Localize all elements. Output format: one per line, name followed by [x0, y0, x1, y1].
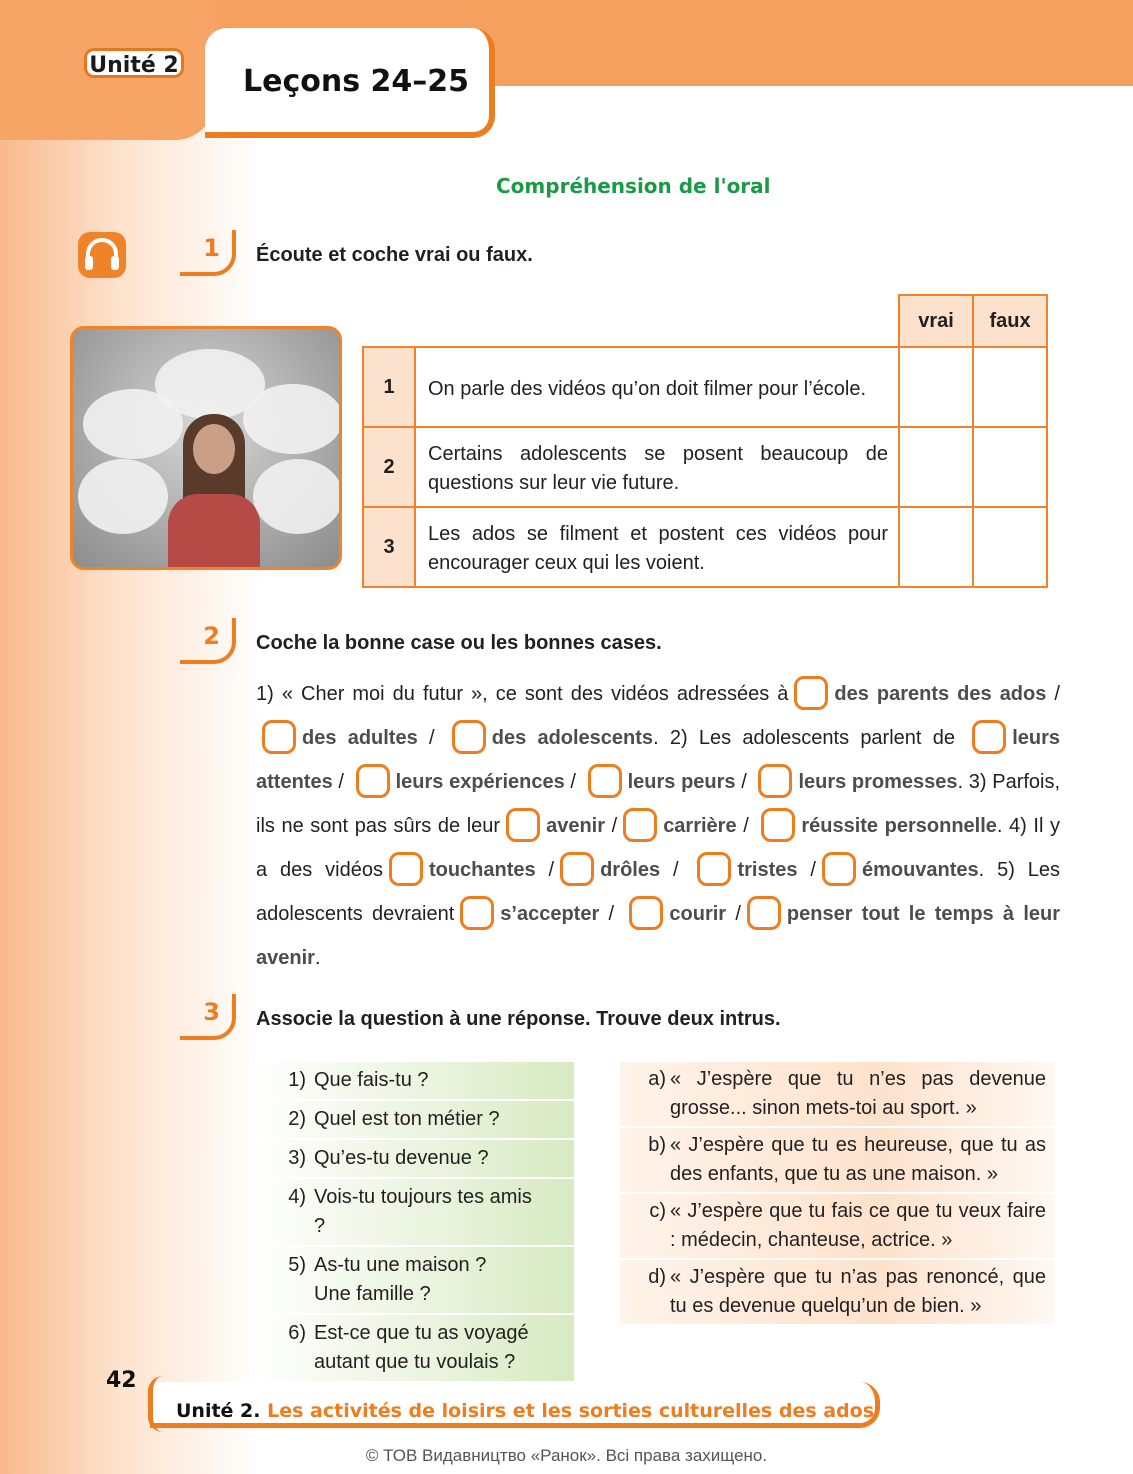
list-item[interactable]: a) « J’espère que tu n’es pas devenue grosse... sinon mets-toi au sport. » — [620, 1062, 1054, 1128]
page-number: 42 — [106, 1368, 137, 1393]
option-label: réussite personnelle — [801, 815, 997, 837]
option-label: des adultes — [302, 727, 418, 749]
exercise-1-number: 1 — [180, 230, 238, 276]
list-item[interactable]: 5) As-tu une maison ? Une famille ? — [250, 1247, 574, 1315]
row-number: 3 — [363, 507, 415, 587]
option-label: penser tout le temps à leur avenir — [256, 903, 1061, 969]
option-checkbox[interactable] — [506, 808, 540, 842]
headphones-icon — [78, 232, 126, 278]
exercise-2-instruction: Coche la bonne case ou les bonnes cases. — [256, 632, 662, 654]
text-segment: . 3) Parfois, ils ne sont pas sûrs de leur — [256, 771, 1061, 837]
list-item[interactable]: c) « J’espère que tu fais ce que tu veux faire : médecin, chanteuse, actrice. » — [620, 1194, 1054, 1260]
row-text: Certains adolescents se posent beaucoup de questions sur leur vie future. — [415, 427, 899, 507]
option-label: s’accepter — [500, 903, 600, 925]
option-checkbox[interactable] — [761, 808, 795, 842]
option-label: courir — [669, 903, 727, 925]
option-checkbox[interactable] — [460, 896, 494, 930]
option-checkbox[interactable] — [697, 852, 731, 886]
option-checkbox[interactable] — [972, 720, 1006, 754]
row-text: On parle des vidéos qu’on doit filmer pour l’école. — [415, 347, 899, 427]
true-false-table — [362, 294, 1048, 588]
option-checkbox[interactable] — [588, 764, 622, 798]
footer-swoosh — [148, 1376, 163, 1432]
option-checkbox[interactable] — [389, 852, 423, 886]
option-checkbox[interactable] — [560, 852, 594, 886]
vrai-checkbox[interactable] — [899, 427, 973, 507]
list-item[interactable]: 2) Quel est ton métier ? — [250, 1101, 574, 1140]
option-label: des parents des ados — [834, 683, 1047, 705]
option-label: des adolescents — [491, 727, 654, 749]
option-label: émouvantes — [861, 859, 979, 881]
exercise-2-number: 2 — [180, 618, 238, 664]
option-label: avenir — [546, 815, 606, 837]
option-label: leurs attentes — [256, 727, 1060, 793]
option-label: touchantes — [428, 859, 536, 881]
faux-checkbox[interactable] — [973, 507, 1047, 587]
left-gradient-band — [0, 0, 260, 1474]
faux-checkbox[interactable] — [973, 427, 1047, 507]
exercise-3-instruction: Associe la question à une réponse. Trouve deux intrus. — [256, 1008, 781, 1030]
option-checkbox[interactable] — [356, 764, 390, 798]
row-number: 1 — [363, 347, 415, 427]
option-checkbox[interactable] — [758, 764, 792, 798]
option-label: leurs promesses — [798, 771, 958, 793]
questions-list — [250, 1062, 574, 1383]
vrai-checkbox[interactable] — [899, 347, 973, 427]
table-row — [363, 427, 1047, 507]
vrai-checkbox[interactable] — [899, 507, 973, 587]
col-vrai: vrai — [899, 295, 973, 347]
option-label: drôles — [600, 859, 661, 881]
list-item[interactable]: 6) Est-ce que tu as voyagé autant que tu voulais ? — [250, 1315, 574, 1383]
row-text: Les ados se filment et postent ces vidéos pour encourager ceux qui les voient. — [415, 507, 899, 587]
exercise-1-instruction: Écoute et coche vrai ou faux. — [256, 244, 533, 266]
row-number: 2 — [363, 427, 415, 507]
unit-badge: Unité 2 — [84, 48, 184, 78]
option-checkbox[interactable] — [822, 852, 856, 886]
exercise-3-number: 3 — [180, 994, 238, 1040]
lessons-title: Leçons 24–25 — [243, 64, 470, 99]
option-checkbox[interactable] — [262, 720, 296, 754]
footer-unit-subtitle: Les activités de loisirs et les sorties culturelles des ados — [267, 1400, 875, 1422]
text-segment: 1) « Cher moi du futur », ce sont des vidéos adressées à — [256, 683, 789, 705]
col-faux: faux — [973, 295, 1047, 347]
copyright: © ТОВ Видавництво «Ранок». Всі права захищено. — [365, 1446, 768, 1465]
option-checkbox[interactable] — [794, 676, 828, 710]
option-checkbox[interactable] — [623, 808, 657, 842]
option-checkbox[interactable] — [747, 896, 781, 930]
option-label: tristes — [737, 859, 798, 881]
text-segment: . 4) Il y a des vidéos — [256, 815, 1061, 881]
list-item[interactable]: b) « J’espère que tu es heureuse, que tu as des enfants, que tu as une maison. » — [620, 1128, 1054, 1194]
option-checkbox[interactable] — [629, 896, 663, 930]
footer-unit-title — [176, 1400, 874, 1422]
exercise-1-photo — [70, 326, 342, 570]
answers-list — [620, 1062, 1054, 1326]
footer-unit-label: Unité 2. — [176, 1400, 261, 1422]
table-row — [363, 507, 1047, 587]
list-item[interactable]: 3) Qu’es-tu devenue ? — [250, 1140, 574, 1179]
section-title: Compréhension de l'oral — [496, 174, 771, 198]
list-item[interactable]: d) « J’espère que tu n’as pas renoncé, que tu es devenue quelqu’un de bien. » — [620, 1260, 1054, 1326]
text-segment: . 2) Les adolescents parlent de — [653, 727, 955, 749]
table-row — [363, 347, 1047, 427]
option-label: carrière — [663, 815, 737, 837]
faux-checkbox[interactable] — [973, 347, 1047, 427]
exercise-2-paragraph: 1) « Cher moi du futur », ce sont des vidéos adressées à des parents des ados / des adultes / des adolescents. 2) Les adolescents parlent de leurs attentes / leurs expériences / leurs peurs / leurs promesses. 3) Parfois, ils ne sont pas sûrs de leur avenir / carrière / réussite personnelle. 4) Il y a des vidéos touchantes / drôles / tristes / émouvantes. 5) Les adolescents devraient s’accepter / courir / penser tout le temps à leur avenir. — [256, 672, 1060, 980]
option-checkbox[interactable] — [452, 720, 486, 754]
option-label: leurs peurs — [627, 771, 736, 793]
list-item[interactable]: 4) Vois-tu toujours tes amis ? — [250, 1179, 574, 1247]
list-item[interactable]: 1) Que fais-tu ? — [250, 1062, 574, 1101]
text-segment: . 5) Les adolescents devraient — [256, 859, 1061, 925]
option-label: leurs expériences — [395, 771, 565, 793]
